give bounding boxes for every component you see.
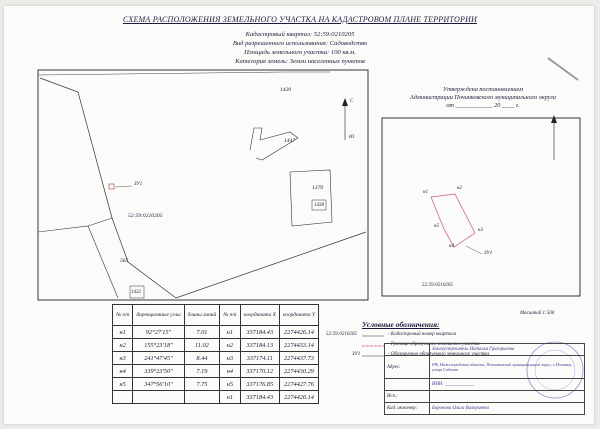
table-cell: 2274430.29: [279, 365, 318, 378]
table-cell: н5: [220, 378, 240, 391]
point-n4: н4: [449, 244, 454, 249]
label-1438: 1438: [314, 203, 324, 208]
table-cell: 347°56'10": [133, 378, 184, 391]
table-cell: 337184.43: [240, 326, 279, 339]
table-cell: 337170.12: [240, 365, 279, 378]
coordinates-table: [112, 304, 319, 404]
title-block-value: Боронова Ольга Валерьевна: [430, 403, 585, 415]
table-cell: 2274433.14: [279, 339, 318, 352]
inset-quarter-label: 52:59:0210205: [422, 283, 453, 288]
label-1420: 1420: [280, 87, 292, 93]
title-block-row: [385, 344, 585, 356]
parcel-1447: [250, 128, 298, 160]
label-1370: 1370: [312, 185, 324, 191]
title-block-label: Адрес:: [385, 356, 430, 379]
title-block-row: [385, 356, 585, 379]
table-row: [113, 326, 319, 339]
table-cell: 92°27'15": [133, 326, 184, 339]
title-block-label: [385, 379, 430, 391]
table-cell: н3: [220, 352, 240, 365]
table-cell: 337184.43: [240, 391, 279, 404]
main-quarter-label: 52:59:0210205: [128, 213, 163, 219]
title-block-row: [385, 379, 585, 391]
legend-item-quarter: - Кадастровый номер квартала: [388, 332, 457, 337]
table-cell: [184, 391, 220, 404]
label-565: 565: [120, 258, 129, 264]
table-cell: 337176.85: [240, 378, 279, 391]
document-title: СХЕМА РАСПОЛОЖЕНИЯ ЗЕМЕЛЬНОГО УЧАСТКА НА КАДАСТРОВОМ ПЛАНЕ ТЕРРИТОРИИ: [122, 15, 478, 24]
title-block-value: ИНН: ____________: [430, 379, 585, 391]
table-cell: н1: [220, 326, 240, 339]
point-n1: н1: [423, 190, 428, 195]
legend-key-zu1: ЗУ1: [352, 352, 361, 357]
title-block-row: [385, 391, 585, 403]
approval-line-2: Администрации Починковского муниципального округа: [410, 94, 556, 101]
table-cell: 8.44: [184, 352, 220, 365]
title-block-value: Землеустроитель Наталья Григорьевна: [430, 344, 585, 356]
table-cell: н1: [113, 326, 133, 339]
table-header: координата Y: [279, 305, 318, 326]
compass-letter-c: С: [350, 99, 354, 104]
table-cell: н4: [113, 365, 133, 378]
point-n3: н3: [478, 228, 483, 233]
table-cell: 7.01: [184, 326, 220, 339]
table-cell: н1: [220, 391, 240, 404]
table-cell: [133, 391, 184, 404]
title-block-row: [385, 403, 585, 415]
table-cell: н3: [113, 352, 133, 365]
label-1447: 1447: [284, 138, 296, 144]
table-row: [113, 391, 319, 404]
approval-line-1: Утверждена постановлением: [442, 86, 524, 93]
scale-label: Масштаб 1:500: [520, 311, 555, 316]
compass-letter-u: Ю: [349, 135, 355, 140]
table-cell: 337184.13: [240, 339, 279, 352]
approval-line-3: от ____________ 20 ____ г.: [446, 102, 520, 109]
label-1432: 1432: [131, 290, 141, 295]
legend-item-zu1: - Обозначение образуемого земельного участка: [388, 352, 490, 357]
table-header: № п/п: [220, 305, 240, 326]
table-row: [113, 352, 319, 365]
inset-zu1-label: ЗУ1: [484, 251, 493, 256]
table-cell: н4: [220, 365, 240, 378]
table-cell: 11.02: [184, 339, 220, 352]
inset-map-frame: [382, 118, 580, 296]
table-cell: 337174.11: [240, 352, 279, 365]
table-cell: н2: [220, 339, 240, 352]
table-cell: н5: [113, 378, 133, 391]
table-row: [113, 378, 319, 391]
title-block: [384, 343, 585, 415]
table-header: координата X: [240, 305, 279, 326]
table-header: № п/п: [113, 305, 133, 326]
point-n2: н2: [457, 186, 462, 191]
table-header: дирекционные углы: [133, 305, 184, 326]
table-row: [113, 339, 319, 352]
table-cell: 7.19: [184, 365, 220, 378]
table-cell: [113, 391, 133, 404]
table-cell: 339°23'50": [133, 365, 184, 378]
header-line-quarter: Кадастровый квартал: 52:59:0210205: [245, 31, 355, 38]
title-block-value: РФ, Нижегородская область, Починковский муниципальный округ, с.Починки, улица Садовая: [430, 356, 585, 379]
header-line-area: Площадь земельного участка: 100 кв.м.: [244, 49, 356, 56]
header-line-usage: Вид разрешенного использования: Садоводство: [232, 40, 368, 47]
parcel-1420-top: [38, 72, 330, 75]
header-line-category: Категория земель: Земли населенных пунктов: [235, 58, 365, 65]
legend-item-boundary: - Граница образуемого земельного участка: [388, 342, 480, 347]
title-block-label: [385, 344, 430, 356]
title-block-value: [430, 391, 585, 403]
table-cell: 241°47'45": [133, 352, 184, 365]
legend-title: Условные обозначения:: [362, 320, 440, 329]
legend-key-quarter: 52:59:0210205: [326, 332, 357, 337]
table-cell: н2: [113, 339, 133, 352]
table-header: длины линий: [184, 305, 220, 326]
table-cell: 2274426.14: [279, 326, 318, 339]
title-block-label: Кад. инженер:: [385, 403, 430, 415]
parcel-1370: [290, 170, 332, 226]
inset-parcel-polygon: [431, 194, 475, 247]
table-cell: 2274427.76: [279, 378, 318, 391]
table-cell: 7.75: [184, 378, 220, 391]
point-n5: н5: [434, 224, 439, 229]
table-cell: 155°23'18": [133, 339, 184, 352]
title-block-label: Исп.:: [385, 391, 430, 403]
table-cell: 2274437.73: [279, 352, 318, 365]
table-cell: 2274426.14: [279, 391, 318, 404]
main-zu1-label: ЗУ1: [134, 182, 143, 187]
table-row: [113, 365, 319, 378]
zu1-marker-main: [109, 184, 114, 189]
